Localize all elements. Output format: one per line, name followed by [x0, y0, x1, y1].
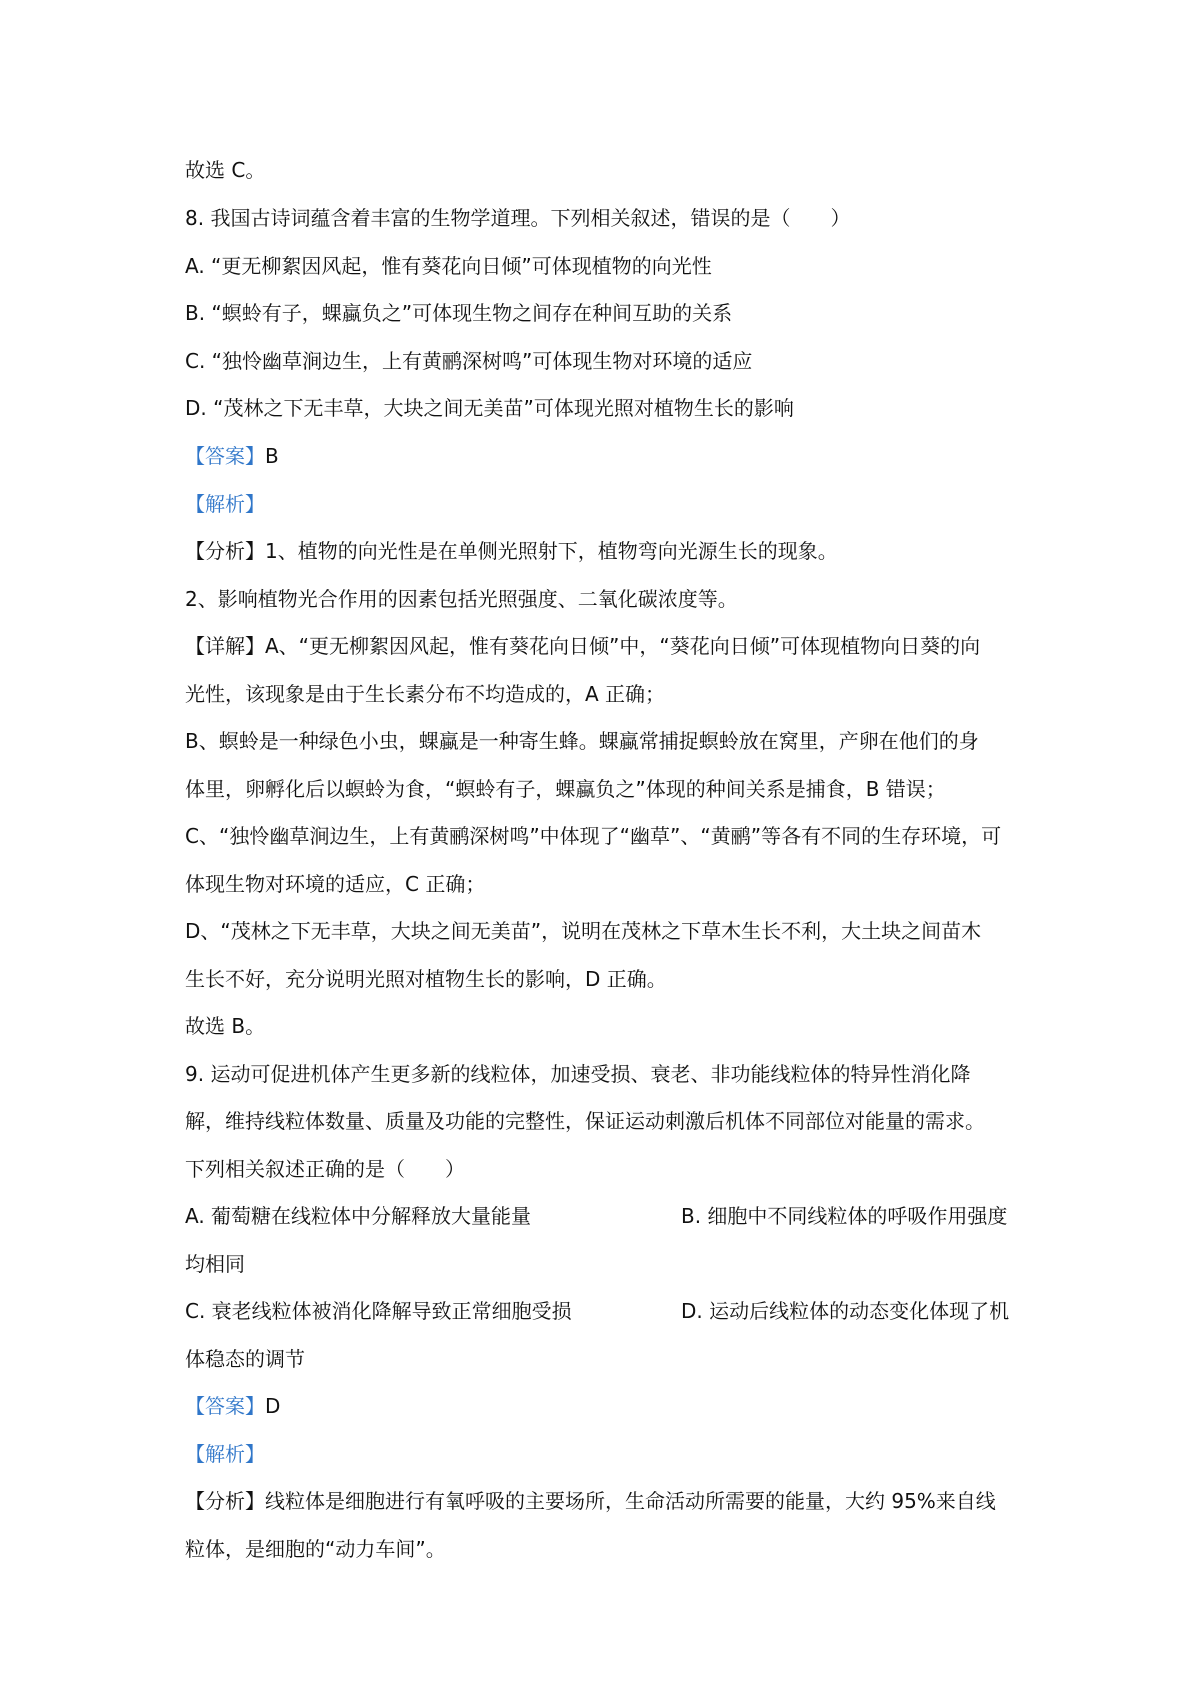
question-8-stem: 8. 我国古诗词蕴含着丰富的生物学道理。下列相关叙述，错误的是（ ） [185, 206, 851, 230]
question-9-option-b-line-1: B. 细胞中不同线粒体的呼吸作用强度 [681, 1204, 1008, 1228]
detail-8-b-line-1: B、螟蛉是一种绿色小虫，蜾蠃是一种寄生蜂。蜾蠃常捕捉螟蛉放在窝里，产卵在他们的身 [185, 729, 979, 753]
detail-8-c-line-1: C、“独怜幽草涧边生，上有黄鹂深树鸣”中体现了“幽草”、“黄鹂”等各有不同的生存环境，可 [185, 824, 1002, 848]
question-9-option-d-line-1: D. 运动后线粒体的动态变化体现了机 [681, 1299, 1010, 1323]
detail-label: 【详解】 [185, 634, 265, 658]
answer-9 [185, 1393, 280, 1419]
analysis-text: 1、植物的向光性是在单侧光照射下，植物弯向光源生长的现象。 [265, 539, 838, 563]
question-8-option-d: D. “茂林之下无丰草，大块之间无美苗”可体现光照对植物生长的影响 [185, 396, 794, 420]
analysis-text: 线粒体是细胞进行有氧呼吸的主要场所，生命活动所需要的能量，大约 95%来自线 [265, 1489, 996, 1513]
question-8-option-c: C. “独怜幽草涧边生，上有黄鹂深树鸣”可体现生物对环境的适应 [185, 349, 753, 373]
detail-8-a-line-2: 光性，该现象是由于生长素分布不均造成的，A 正确； [185, 682, 666, 706]
question-9-option-a: A. 葡萄糖在线粒体中分解释放大量能量 [185, 1204, 532, 1228]
detail-8-c-line-2: 体现生物对环境的适应，C 正确； [185, 872, 486, 896]
analysis-9-line-2: 粒体，是细胞的“动力车间”。 [185, 1537, 446, 1561]
conclusion-8: 故选 B。 [185, 1014, 266, 1038]
analysis-8-line-1 [185, 538, 838, 564]
answer-8 [185, 443, 279, 469]
analysis-heading-8: 【解析】 [185, 492, 265, 516]
answer-label: 【答案】 [185, 1394, 265, 1418]
detail-8-a-line-1 [185, 633, 980, 659]
question-8-option-b: B. “螟蛉有子，蜾蠃负之”可体现生物之间存在种间互助的关系 [185, 301, 733, 325]
answer-value: D [265, 1394, 281, 1418]
question-9-stem-line-1: 9. 运动可促进机体产生更多新的线粒体，加速受损、衰老、非功能线粒体的特异性消化降 [185, 1062, 971, 1086]
question-9-stem-line-3: 下列相关叙述正确的是（ ） [185, 1157, 465, 1181]
analysis-label: 【分析】 [185, 539, 265, 563]
analysis-heading-9: 【解析】 [185, 1442, 265, 1466]
detail-8-d-line-2: 生长不好，充分说明光照对植物生长的影响，D 正确。 [185, 967, 667, 991]
question-9-stem-line-2: 解，维持线粒体数量、质量及功能的完整性，保证运动刺激后机体不同部位对能量的需求。 [185, 1109, 985, 1133]
question-9-option-d-line-2: 体稳态的调节 [185, 1347, 305, 1371]
analysis-label: 【分析】 [185, 1489, 265, 1513]
question-9-option-b-line-2: 均相同 [185, 1252, 245, 1276]
answer-label: 【答案】 [185, 444, 265, 468]
analysis-9-line-1 [185, 1488, 996, 1514]
text-line: 故选 C。 [185, 158, 266, 182]
question-8-option-a: A. “更无柳絮因风起，惟有葵花向日倾”可体现植物的向光性 [185, 254, 712, 278]
detail-8-d-line-1: D、“茂林之下无丰草，大块之间无美苗”，说明在茂林之下草木生长不利，大土块之间苗木 [185, 919, 982, 943]
detail-8-b-line-2: 体里，卵孵化后以螟蛉为食，“螟蛉有子，蜾蠃负之”体现的种间关系是捕食，B 错误； [185, 777, 946, 801]
question-9-option-c: C. 衰老线粒体被消化降解导致正常细胞受损 [185, 1299, 572, 1323]
analysis-8-line-2: 2、影响植物光合作用的因素包括光照强度、二氧化碳浓度等。 [185, 587, 738, 611]
detail-text: A、“更无柳絮因风起，惟有葵花向日倾”中，“葵花向日倾”可体现植物向日葵的向 [265, 634, 981, 658]
answer-value: B [265, 444, 279, 468]
